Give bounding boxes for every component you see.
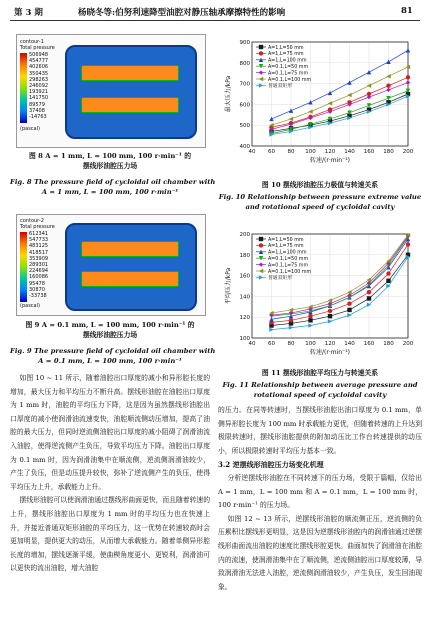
y-tick-label: 160 — [239, 273, 250, 280]
fig8-contour-title: contour-1 — [20, 39, 44, 45]
legend-label: 普通双矩形 — [268, 84, 292, 90]
x-axis-label: 转速/(r·min⁻¹) — [310, 157, 350, 164]
data-point — [406, 80, 410, 84]
data-point — [367, 95, 371, 99]
legend-marker — [259, 237, 263, 241]
legend-label: A=1,L=100 mm — [268, 58, 307, 64]
data-point — [269, 117, 273, 121]
legend — [256, 45, 311, 89]
paragraph: 的压力。在同等转速时，当摆线形油腔出油口厚度为 0.1 mm，单侧异形腔长度为 100 mm 时承载能力更优，但随着转速的上升达到极限转速时，摆线形油腔提供的附加动压比工作台转速提供的动压小，所以极限转速时平均压力基本一致。 — [218, 406, 422, 455]
y-tick-label: 200 — [239, 232, 250, 238]
y-tick-label: 500 — [239, 123, 250, 130]
legend-label: A=1,L=50 mm — [268, 45, 304, 51]
data-point — [308, 100, 312, 104]
fig11-caption-cn: 图 11 摆线形油腔平均压力与转速关系 — [261, 369, 379, 377]
fig9-oil-chamber-top — [81, 241, 179, 257]
data-point — [406, 242, 410, 246]
x-tick-label: 40 — [248, 149, 256, 155]
fig9-colorbar — [20, 232, 27, 302]
data-point — [367, 103, 371, 107]
fig8-caption-en: Fig. 8 The pressure field of cycloidal oil chamber with A = 1 mm, L = 100 mm, 100 r·min⁻¹ — [10, 178, 216, 196]
legend-marker — [259, 243, 263, 247]
x-tick-label: 140 — [344, 149, 355, 155]
legend-marker — [259, 269, 263, 273]
y-tick-label: 400 — [239, 144, 250, 150]
fig9-caption-cn: 图 9 A = 0.1 mm, L = 100 mm, 100 r·min⁻¹ 的 摆线形油腔压力场 — [25, 321, 195, 339]
y-tick-label: 700 — [239, 81, 250, 88]
y-tick-label: 140 — [239, 294, 250, 301]
fig8-contour-subtitle: Total pressure — [20, 45, 55, 51]
paragraph: 分析逆摆线形油腔在不同转速下的压力场，受限于篇幅，仅给出 A = 1 mm，L = 100 mm 和 A = 0.1 mm，L = 100 mm 时，100 r·min⁻¹ 的压力场。 — [218, 473, 422, 510]
fig11-caption-en: Fig. 11 Relationship between average pressure and rotational speed of cycloidal cavity — [222, 381, 418, 399]
fig10-caption-cn: 图 10 摆线形油腔压力极值与转速关系 — [261, 181, 379, 189]
header-rule — [10, 20, 420, 21]
data-point — [367, 296, 371, 300]
legend-marker — [259, 83, 263, 87]
legend-marker — [259, 262, 263, 266]
y-tick-label: 600 — [239, 102, 250, 109]
paragraph: 如图 12 ~ 13 所示，逆摆线形油腔的顺流侧正压，逆流侧的负压累积比摆线形更明显，这是因为逆摆线形油腔内的润滑油通过逆摆线形曲面流出油腔的速度比摆线形腔更快。曲面加快了润滑油在油腔内的流速，使润滑油集中在了顺流侧，逆流侧油腔出口厚度较薄，导致润滑油无法进入油腔，逆流侧润滑油较少，产生负压，发生回油现象。 — [218, 514, 422, 591]
fig9-contour-plot — [16, 214, 206, 316]
legend-label: A=1,L=75 mm — [268, 244, 304, 250]
paragraph: 摆线形油腔可以使润滑油通过摆线形曲面更快，而且随着转速的上升，摆线形油腔出口厚度为 1 mm 时的平均压力也在快速上升，并接近普通双矩形油腔的平均压力，这一优势在转速较高时会更加明显，提供更大的动压，从而增大承载能力。随着单侧异形腔长度的增加，摆线逐渐平缓，使曲楔角度更小、更锐利，润滑油可以更快的流出油腔，增大油腔 — [10, 496, 210, 573]
x-tick-label: 120 — [324, 341, 336, 347]
data-point — [347, 301, 351, 305]
fig10-max-pressure-chart — [224, 36, 416, 176]
data-point — [328, 91, 332, 95]
y-tick-label: 120 — [239, 315, 250, 322]
legend-label: A=0.1,L=100 mm — [268, 77, 312, 83]
legend-label: A=1,L=100 mm — [268, 250, 307, 256]
data-point — [328, 314, 332, 318]
legend-marker — [259, 275, 263, 279]
data-point — [386, 271, 390, 275]
section-heading: 3.2 逆摆线形油腔压力场变化机理 — [218, 460, 324, 470]
legend-label: A=0.1,L=100 mm — [268, 269, 312, 275]
x-tick-label: 80 — [287, 149, 295, 155]
y-tick-label: 180 — [239, 252, 250, 259]
legend-label: A=0.1,L=75 mm — [268, 263, 309, 269]
x-tick-label: 160 — [363, 341, 375, 347]
fig11-average-pressure-chart — [224, 228, 416, 368]
issue-number: 第 3 期 — [14, 8, 43, 18]
legend-label: A=0.1,L=50 mm — [268, 257, 309, 262]
fig9-contour-title: contour-2 — [20, 218, 44, 224]
y-tick-label: 100 — [239, 336, 250, 342]
data-point — [308, 318, 312, 322]
running-title: 杨晓冬等:伯努利速降型油腔对静压轴承摩擦特性的影响 — [78, 8, 286, 18]
legend-label: A=1,L=50 mm — [268, 237, 304, 243]
x-tick-label: 180 — [383, 149, 394, 155]
data-point — [386, 96, 390, 100]
legend-label: A=1,L=75 mm — [268, 52, 304, 58]
x-tick-label: 140 — [344, 341, 355, 347]
left-column-text — [10, 372, 210, 628]
y-axis-label: 平均压力/kPa — [225, 267, 232, 305]
data-point — [367, 290, 371, 294]
x-tick-label: 200 — [402, 149, 414, 155]
fig9-colorbar-labels: 612341 547733 483125 418517 353909 289301 224694 160086 95478 30870 -33738 — [29, 231, 49, 300]
data-point — [347, 80, 351, 84]
x-tick-label: 160 — [363, 149, 375, 155]
x-tick-label: 120 — [324, 149, 336, 155]
y-axis-label: 最大压力/kPa — [225, 75, 232, 113]
data-point — [386, 83, 390, 87]
right-column-text — [218, 404, 422, 628]
data-point — [289, 318, 293, 322]
x-tick-label: 200 — [402, 341, 414, 347]
legend-marker — [259, 51, 263, 55]
paragraph: 如图 10 ~ 11 所示，随着油腔出口厚度的减小和异形腔长度的增加，最大压力和平均压力不断升高。摆线形油腔在油腔出口厚度为 1 mm 时，油腔的平均压力下降，这是因为虽然摆线形油腔出口厚度的减小使润滑油流速变快，油腔顺流侧动压增加，提高了油腔的最大压力，但同时逆流侧油腔出口厚度的减小阻碍了润滑油流入油腔，使得逆流侧产生负压，导致平均压力下降。油腔出口厚度为 0.1 mm 时，因为润滑油集中在顺流侧，逆流侧润滑油较少，产生了负压，但是动压提升较快，弥补了逆流侧产生的负压，使得平均压力上升，承载能力上升。 — [10, 374, 210, 491]
fig8-oil-chamber-bottom — [81, 97, 179, 113]
fig9-bearing-pad — [65, 223, 197, 311]
data-point — [347, 308, 351, 312]
fig9-unit: (pascal) — [20, 303, 40, 309]
data-point — [289, 108, 293, 112]
data-point — [406, 48, 410, 52]
fig8-colorbar-labels: 506948 454777 402606 350435 298263 246092 193921 141750 89579 37408 -14763 — [29, 52, 49, 121]
page-number: 81 — [401, 6, 413, 16]
x-tick-label: 80 — [287, 341, 295, 347]
legend-label: A=0.1,L=75 mm — [268, 71, 309, 77]
fig8-colorbar — [20, 53, 27, 123]
data-point — [386, 88, 390, 92]
fig10-caption-en: Fig. 10 Relationship between pressure extreme value and rotational speed of cycloidal cavity — [218, 193, 422, 211]
data-point — [406, 75, 410, 79]
x-axis-label: 转速/(r·min⁻¹) — [310, 349, 350, 356]
x-tick-label: 100 — [305, 149, 316, 155]
legend — [256, 237, 311, 281]
fig8-bearing-pad — [65, 45, 197, 139]
fig8-unit: (pascal) — [20, 126, 40, 132]
y-tick-label: 800 — [239, 60, 250, 67]
x-tick-label: 100 — [305, 341, 316, 347]
x-tick-label: 40 — [248, 341, 256, 347]
fig9-caption-en: Fig. 9 The pressure field of cycloidal oil chamber with A = 0.1 mm, L = 100 mm, 100 r·min⁻¹ — [10, 347, 216, 365]
data-point — [386, 279, 390, 283]
legend-label: A=0.1,L=50 mm — [268, 65, 309, 70]
x-tick-label: 60 — [268, 341, 275, 347]
y-tick-label: 900 — [239, 40, 250, 46]
fig8-caption-cn: 图 8 A = 1 mm, L = 100 mm, 100 r·min⁻¹ 的 摆线形油腔压力场 — [29, 152, 191, 170]
x-tick-label: 60 — [268, 149, 275, 155]
fig8-oil-chamber-top — [81, 65, 179, 81]
fig9-oil-chamber-bottom — [81, 271, 179, 287]
fig9-contour-subtitle: Total pressure — [20, 224, 55, 230]
legend-marker — [259, 70, 263, 74]
data-point — [367, 70, 371, 74]
data-point — [308, 314, 312, 318]
fig8-contour-plot — [16, 34, 206, 148]
legend-marker — [259, 45, 263, 49]
data-point — [386, 60, 390, 64]
data-point — [328, 309, 332, 313]
legend-marker — [259, 77, 263, 81]
x-tick-label: 180 — [383, 341, 394, 347]
legend-label: 普通双矩形 — [268, 276, 292, 282]
